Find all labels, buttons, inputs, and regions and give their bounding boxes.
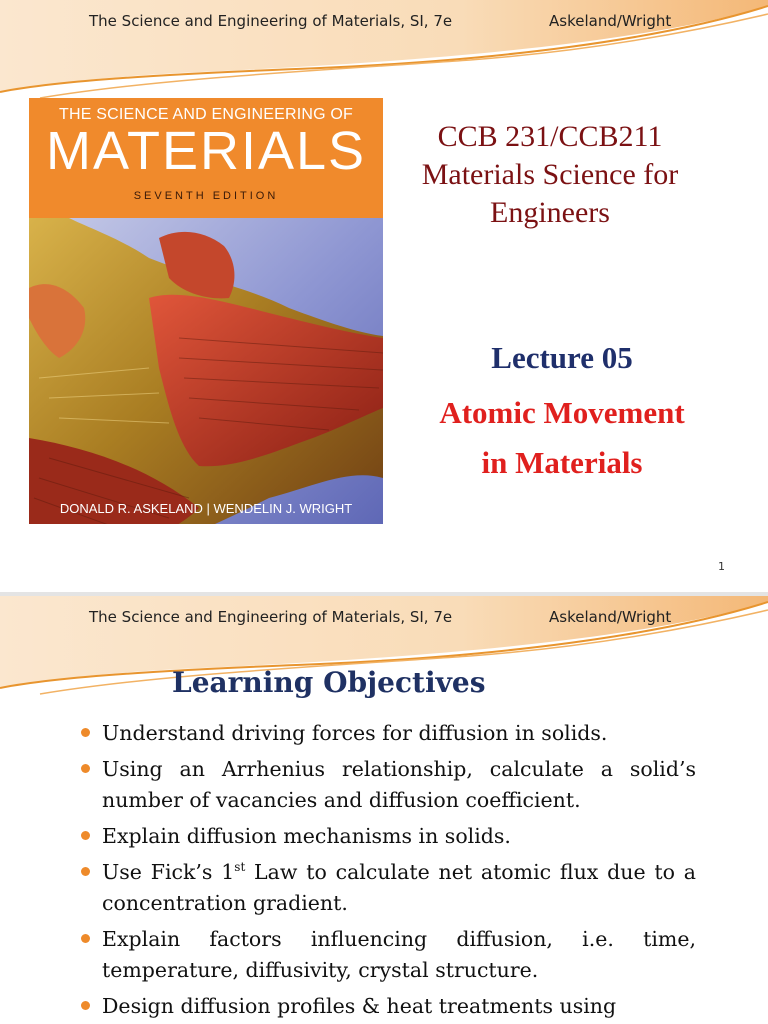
page-number: 1: [718, 560, 725, 573]
course-title: [390, 118, 710, 232]
lecture-topic: [402, 388, 722, 488]
cover-title: MATERIALS: [45, 121, 367, 181]
header-authors: Askeland/Wright: [549, 608, 672, 626]
cover-subtitle: THE SCIENCE AND ENGINEERING OF: [58, 106, 354, 123]
objective-text: Explain diffusion mechanisms in solids.: [102, 824, 511, 848]
objective-text: Design diffusion profiles & heat treatments using: [102, 994, 617, 1018]
objective-item: [78, 857, 696, 919]
book-cover: [29, 98, 383, 524]
objectives-slide: [0, 596, 768, 1024]
cover-edition: SEVENTH EDITION: [133, 190, 279, 202]
header-book-title: The Science and Engineering of Materials, SI, 7e: [89, 608, 453, 626]
bullet-dot-icon: [81, 934, 90, 943]
header-book-title: The Science and Engineering of Materials, SI, 7e: [89, 12, 453, 30]
objective-text: Using an Arrhenius relationship, calculate a solid’s number of vacancies and diffusion coefficient.: [102, 757, 696, 812]
bullet-dot-icon: [81, 867, 90, 876]
bullet-dot-icon: [81, 764, 90, 773]
cover-micrograph-image: [29, 218, 383, 524]
bullet-dot-icon: [81, 831, 90, 840]
bullet-dot-icon: [81, 728, 90, 737]
lecture-topic-line1: Atomic Movement: [439, 395, 685, 430]
objective-item: [78, 821, 696, 852]
lecture-topic-line2: in Materials: [481, 445, 643, 480]
cover-authors: DONALD R. ASKELAND | WENDELIN J. WRIGHT: [59, 501, 353, 516]
objective-item: [78, 991, 696, 1022]
course-name-line1: Materials Science for: [421, 158, 679, 191]
objective-superscript: st: [234, 860, 246, 875]
objective-item: [78, 754, 696, 816]
objectives-title: Learning Objectives: [172, 666, 486, 699]
lecture-number: Lecture 05: [491, 340, 633, 375]
objective-item: [78, 924, 696, 986]
objective-text: Explain factors influencing diffusion, i.e. time, temperature, diffusivity, crystal structure.: [102, 927, 696, 982]
course-code: CCB 231/CCB211: [437, 120, 663, 153]
objective-text: Understand driving forces for diffusion in solids.: [102, 721, 608, 745]
objective-item: [78, 718, 696, 749]
objective-text-post: Law to calculate net atomic flux due to a concentration gradient.: [102, 860, 696, 915]
bullet-dot-icon: [81, 1001, 90, 1010]
objectives-list: [78, 718, 696, 1024]
header-authors: Askeland/Wright: [549, 12, 672, 30]
objective-text-pre: Use Fick’s 1: [102, 860, 235, 884]
course-name-line2: Engineers: [490, 196, 610, 229]
